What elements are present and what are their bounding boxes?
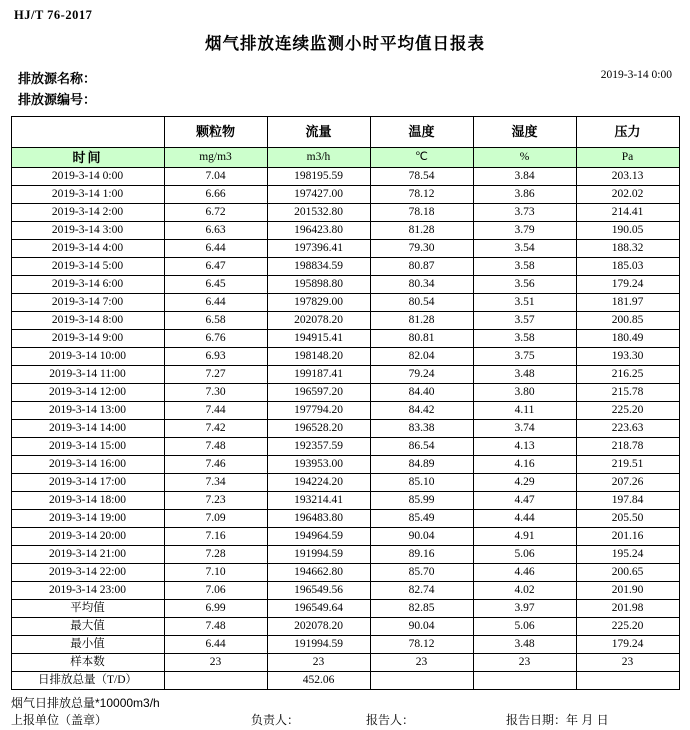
- source-name-label: 排放源名称：: [18, 71, 97, 86]
- cell-time: 2019-3-14 10:00: [11, 348, 164, 366]
- cell-time: 2019-3-14 14:00: [11, 420, 164, 438]
- cell-flow: 199187.41: [267, 366, 370, 384]
- summary-label: 平均值: [11, 600, 164, 618]
- cell-humidity: 3.51: [473, 294, 576, 312]
- summary-particulate: 6.44: [164, 636, 267, 654]
- summary-humidity: 3.97: [473, 600, 576, 618]
- table-row: [11, 546, 679, 564]
- header-cell-particulate: 颗粒物: [164, 117, 267, 148]
- cell-humidity: 3.56: [473, 276, 576, 294]
- cell-flow: 196549.56: [267, 582, 370, 600]
- report-meta: [10, 68, 680, 110]
- summary-pressure: 201.98: [576, 600, 679, 618]
- daily-total-blank-4: [576, 672, 679, 690]
- report-date-text: 报告日期：: [506, 713, 567, 727]
- cell-particulate: 6.44: [164, 294, 267, 312]
- summary-pressure: 225.20: [576, 618, 679, 636]
- cell-temperature: 79.24: [370, 366, 473, 384]
- summary-particulate: 7.48: [164, 618, 267, 636]
- cell-pressure: 185.03: [576, 258, 679, 276]
- cell-flow: 196483.80: [267, 510, 370, 528]
- footer-signature-line: [11, 712, 679, 730]
- cell-time: 2019-3-14 21:00: [11, 546, 164, 564]
- page-title: 烟气排放连续监测小时平均值日报表: [205, 35, 485, 53]
- table-row: [11, 438, 679, 456]
- table-row: [11, 582, 679, 600]
- cell-temperature: 84.89: [370, 456, 473, 474]
- cell-time: 2019-3-14 16:00: [11, 456, 164, 474]
- cell-time: 2019-3-14 20:00: [11, 528, 164, 546]
- table-row: [11, 564, 679, 582]
- summary-row: [11, 654, 679, 672]
- cell-pressure: 202.02: [576, 186, 679, 204]
- cell-temperature: 90.04: [370, 528, 473, 546]
- cell-flow: 194662.80: [267, 564, 370, 582]
- header-row: [11, 117, 679, 148]
- cell-particulate: 6.66: [164, 186, 267, 204]
- cell-time: 2019-3-14 1:00: [11, 186, 164, 204]
- summary-label: 最大值: [11, 618, 164, 636]
- cell-particulate: 7.10: [164, 564, 267, 582]
- cell-pressure: 223.63: [576, 420, 679, 438]
- cell-flow: 201532.80: [267, 204, 370, 222]
- cell-flow: 194915.41: [267, 330, 370, 348]
- cell-time: 2019-3-14 0:00: [11, 168, 164, 186]
- table-row: [11, 366, 679, 384]
- cell-particulate: 7.09: [164, 510, 267, 528]
- cell-temperature: 78.54: [370, 168, 473, 186]
- cell-humidity: 4.29: [473, 474, 576, 492]
- cell-pressure: 188.32: [576, 240, 679, 258]
- cell-pressure: 201.16: [576, 528, 679, 546]
- cell-temperature: 80.87: [370, 258, 473, 276]
- cell-particulate: 6.58: [164, 312, 267, 330]
- summary-temperature: 82.85: [370, 600, 473, 618]
- cell-humidity: 4.16: [473, 456, 576, 474]
- cell-humidity: 4.02: [473, 582, 576, 600]
- cell-particulate: 6.76: [164, 330, 267, 348]
- daily-total-label: 日排放总量（T/D）: [11, 672, 164, 690]
- cell-pressure: 215.78: [576, 384, 679, 402]
- cell-pressure: 200.85: [576, 312, 679, 330]
- summary-row: [11, 636, 679, 654]
- cell-humidity: 3.57: [473, 312, 576, 330]
- footer-note: 烟气日排放总量*10000m3/h: [11, 696, 160, 710]
- cell-time: 2019-3-14 15:00: [11, 438, 164, 456]
- cell-pressure: 190.05: [576, 222, 679, 240]
- cell-time: 2019-3-14 11:00: [11, 366, 164, 384]
- cell-humidity: 3.74: [473, 420, 576, 438]
- cell-temperature: 85.99: [370, 492, 473, 510]
- cell-temperature: 78.12: [370, 186, 473, 204]
- cell-flow: 198834.59: [267, 258, 370, 276]
- table-row: [11, 348, 679, 366]
- summary-flow: 23: [267, 654, 370, 672]
- cell-particulate: 7.04: [164, 168, 267, 186]
- source-code-label: 排放源编号：: [18, 92, 97, 107]
- cell-particulate: 7.06: [164, 582, 267, 600]
- cell-flow: 197427.00: [267, 186, 370, 204]
- standard-code: HJ/T 76-2017: [14, 8, 93, 22]
- cell-time: 2019-3-14 8:00: [11, 312, 164, 330]
- summary-particulate: 23: [164, 654, 267, 672]
- cell-particulate: 7.28: [164, 546, 267, 564]
- cell-particulate: 7.27: [164, 366, 267, 384]
- cell-particulate: 6.63: [164, 222, 267, 240]
- cell-time: 2019-3-14 19:00: [11, 510, 164, 528]
- unit-cell-humidity: %: [473, 148, 576, 168]
- cell-humidity: 3.58: [473, 330, 576, 348]
- table-row: [11, 312, 679, 330]
- table-row: [11, 402, 679, 420]
- summary-particulate: 6.99: [164, 600, 267, 618]
- cell-pressure: 203.13: [576, 168, 679, 186]
- table-body: [11, 168, 679, 690]
- summary-pressure: 23: [576, 654, 679, 672]
- summary-row: [11, 600, 679, 618]
- cell-time: 2019-3-14 17:00: [11, 474, 164, 492]
- cell-flow: 193953.00: [267, 456, 370, 474]
- person-in-charge-label: 负责人：: [251, 713, 300, 727]
- cell-temperature: 78.18: [370, 204, 473, 222]
- cell-pressure: 180.49: [576, 330, 679, 348]
- cell-humidity: 3.84: [473, 168, 576, 186]
- table-row: [11, 294, 679, 312]
- unit-cell-pressure: Pa: [576, 148, 679, 168]
- header-cell-flow: 流量: [267, 117, 370, 148]
- cell-pressure: 205.50: [576, 510, 679, 528]
- cell-humidity: 3.58: [473, 258, 576, 276]
- table-row: [11, 420, 679, 438]
- cell-temperature: 83.38: [370, 420, 473, 438]
- cell-pressure: 193.30: [576, 348, 679, 366]
- summary-pressure: 179.24: [576, 636, 679, 654]
- unit-cell-flow: m3/h: [267, 148, 370, 168]
- cell-temperature: 85.10: [370, 474, 473, 492]
- cell-pressure: 218.78: [576, 438, 679, 456]
- cell-temperature: 80.54: [370, 294, 473, 312]
- summary-flow: 202078.20: [267, 618, 370, 636]
- header-cell-humidity: 湿度: [473, 117, 576, 148]
- cell-pressure: 197.84: [576, 492, 679, 510]
- daily-total-row: [11, 672, 679, 690]
- table-row: [11, 186, 679, 204]
- cell-pressure: 216.25: [576, 366, 679, 384]
- cell-temperature: 85.70: [370, 564, 473, 582]
- cell-time: 2019-3-14 9:00: [11, 330, 164, 348]
- cell-time: 2019-3-14 18:00: [11, 492, 164, 510]
- cell-flow: 193214.41: [267, 492, 370, 510]
- header-cell-temperature: 温度: [370, 117, 473, 148]
- table-row: [11, 456, 679, 474]
- table-row: [11, 528, 679, 546]
- daily-total-blank-2: [370, 672, 473, 690]
- cell-time: 2019-3-14 4:00: [11, 240, 164, 258]
- cell-humidity: 3.73: [473, 204, 576, 222]
- cell-temperature: 81.28: [370, 222, 473, 240]
- table-row: [11, 510, 679, 528]
- reporter-label: 报告人：: [366, 713, 415, 727]
- summary-flow: 196549.64: [267, 600, 370, 618]
- summary-temperature: 90.04: [370, 618, 473, 636]
- unit-cell-time: 时间: [11, 148, 164, 168]
- cell-pressure: 207.26: [576, 474, 679, 492]
- table-row: [11, 492, 679, 510]
- source-info: [18, 68, 96, 110]
- cell-humidity: 3.79: [473, 222, 576, 240]
- cell-flow: 198148.20: [267, 348, 370, 366]
- cell-time: 2019-3-14 7:00: [11, 294, 164, 312]
- summary-temperature: 23: [370, 654, 473, 672]
- cell-humidity: 4.91: [473, 528, 576, 546]
- cell-humidity: 3.80: [473, 384, 576, 402]
- cell-flow: 196528.20: [267, 420, 370, 438]
- report-datetime: 2019-3-14 0:00: [600, 69, 672, 81]
- unit-cell-temperature: ℃: [370, 148, 473, 168]
- cell-particulate: 6.44: [164, 240, 267, 258]
- cell-time: 2019-3-14 23:00: [11, 582, 164, 600]
- daily-total-value: 452.06: [267, 672, 370, 690]
- table-row: [11, 168, 679, 186]
- cell-flow: 197794.20: [267, 402, 370, 420]
- cell-time: 2019-3-14 6:00: [11, 276, 164, 294]
- cell-pressure: 201.90: [576, 582, 679, 600]
- unit-cell-particulate: mg/m3: [164, 148, 267, 168]
- cell-temperature: 89.16: [370, 546, 473, 564]
- cell-flow: 194224.20: [267, 474, 370, 492]
- report-date-label: [506, 712, 609, 729]
- cell-humidity: 4.44: [473, 510, 576, 528]
- report-date-fields: 年 月 日: [566, 713, 609, 727]
- cell-time: 2019-3-14 13:00: [11, 402, 164, 420]
- cell-flow: 191994.59: [267, 546, 370, 564]
- header-cell-pressure: 压力: [576, 117, 679, 148]
- header-cell-blank: [11, 117, 164, 148]
- cell-humidity: 3.54: [473, 240, 576, 258]
- table-row: [11, 474, 679, 492]
- cell-time: 2019-3-14 3:00: [11, 222, 164, 240]
- cell-pressure: 181.97: [576, 294, 679, 312]
- cell-time: 2019-3-14 5:00: [11, 258, 164, 276]
- cell-pressure: 219.51: [576, 456, 679, 474]
- cell-flow: 196597.20: [267, 384, 370, 402]
- cell-particulate: 7.23: [164, 492, 267, 510]
- cell-flow: 197396.41: [267, 240, 370, 258]
- cell-pressure: 214.41: [576, 204, 679, 222]
- table-row: [11, 222, 679, 240]
- cell-temperature: 82.04: [370, 348, 473, 366]
- cell-particulate: 6.72: [164, 204, 267, 222]
- cell-time: 2019-3-14 22:00: [11, 564, 164, 582]
- cell-particulate: 7.46: [164, 456, 267, 474]
- cell-humidity: 5.06: [473, 546, 576, 564]
- cell-particulate: 6.93: [164, 348, 267, 366]
- cell-temperature: 85.49: [370, 510, 473, 528]
- cell-particulate: 7.44: [164, 402, 267, 420]
- cell-pressure: 195.24: [576, 546, 679, 564]
- cell-humidity: 4.47: [473, 492, 576, 510]
- cell-humidity: 4.46: [473, 564, 576, 582]
- cell-temperature: 84.40: [370, 384, 473, 402]
- summary-humidity: 5.06: [473, 618, 576, 636]
- cell-humidity: 3.75: [473, 348, 576, 366]
- cell-temperature: 86.54: [370, 438, 473, 456]
- summary-humidity: 3.48: [473, 636, 576, 654]
- table-row: [11, 240, 679, 258]
- cell-particulate: 7.42: [164, 420, 267, 438]
- cell-particulate: 6.45: [164, 276, 267, 294]
- cell-temperature: 81.28: [370, 312, 473, 330]
- cell-humidity: 3.86: [473, 186, 576, 204]
- table-row: [11, 330, 679, 348]
- cell-time: 2019-3-14 12:00: [11, 384, 164, 402]
- summary-humidity: 23: [473, 654, 576, 672]
- summary-temperature: 78.12: [370, 636, 473, 654]
- report-footer: [11, 695, 679, 730]
- cell-particulate: 7.30: [164, 384, 267, 402]
- cell-flow: 196423.80: [267, 222, 370, 240]
- table-row: [11, 204, 679, 222]
- cell-temperature: 84.42: [370, 402, 473, 420]
- cell-flow: 194964.59: [267, 528, 370, 546]
- cell-particulate: 7.34: [164, 474, 267, 492]
- table-row: [11, 276, 679, 294]
- unit-row: [11, 148, 679, 168]
- cell-pressure: 179.24: [576, 276, 679, 294]
- cell-flow: 198195.59: [267, 168, 370, 186]
- table-header: [11, 117, 679, 168]
- cell-humidity: 4.13: [473, 438, 576, 456]
- cell-pressure: 225.20: [576, 402, 679, 420]
- report-unit-label: 上报单位（盖章）: [11, 713, 108, 727]
- table-row: [11, 258, 679, 276]
- cell-flow: 192357.59: [267, 438, 370, 456]
- cell-flow: 197829.00: [267, 294, 370, 312]
- summary-row: [11, 618, 679, 636]
- cell-temperature: 80.81: [370, 330, 473, 348]
- cell-particulate: 7.48: [164, 438, 267, 456]
- summary-flow: 191994.59: [267, 636, 370, 654]
- cell-pressure: 200.65: [576, 564, 679, 582]
- daily-total-blank-3: [473, 672, 576, 690]
- cell-temperature: 79.30: [370, 240, 473, 258]
- cell-flow: 195898.80: [267, 276, 370, 294]
- summary-label: 最小值: [11, 636, 164, 654]
- cell-temperature: 82.74: [370, 582, 473, 600]
- cell-humidity: 3.48: [473, 366, 576, 384]
- cell-humidity: 4.11: [473, 402, 576, 420]
- emissions-table: [11, 116, 680, 690]
- cell-temperature: 80.34: [370, 276, 473, 294]
- cell-particulate: 6.47: [164, 258, 267, 276]
- daily-total-blank-1: [164, 672, 267, 690]
- cell-time: 2019-3-14 2:00: [11, 204, 164, 222]
- summary-label: 样本数: [11, 654, 164, 672]
- cell-particulate: 7.16: [164, 528, 267, 546]
- cell-flow: 202078.20: [267, 312, 370, 330]
- table-row: [11, 384, 679, 402]
